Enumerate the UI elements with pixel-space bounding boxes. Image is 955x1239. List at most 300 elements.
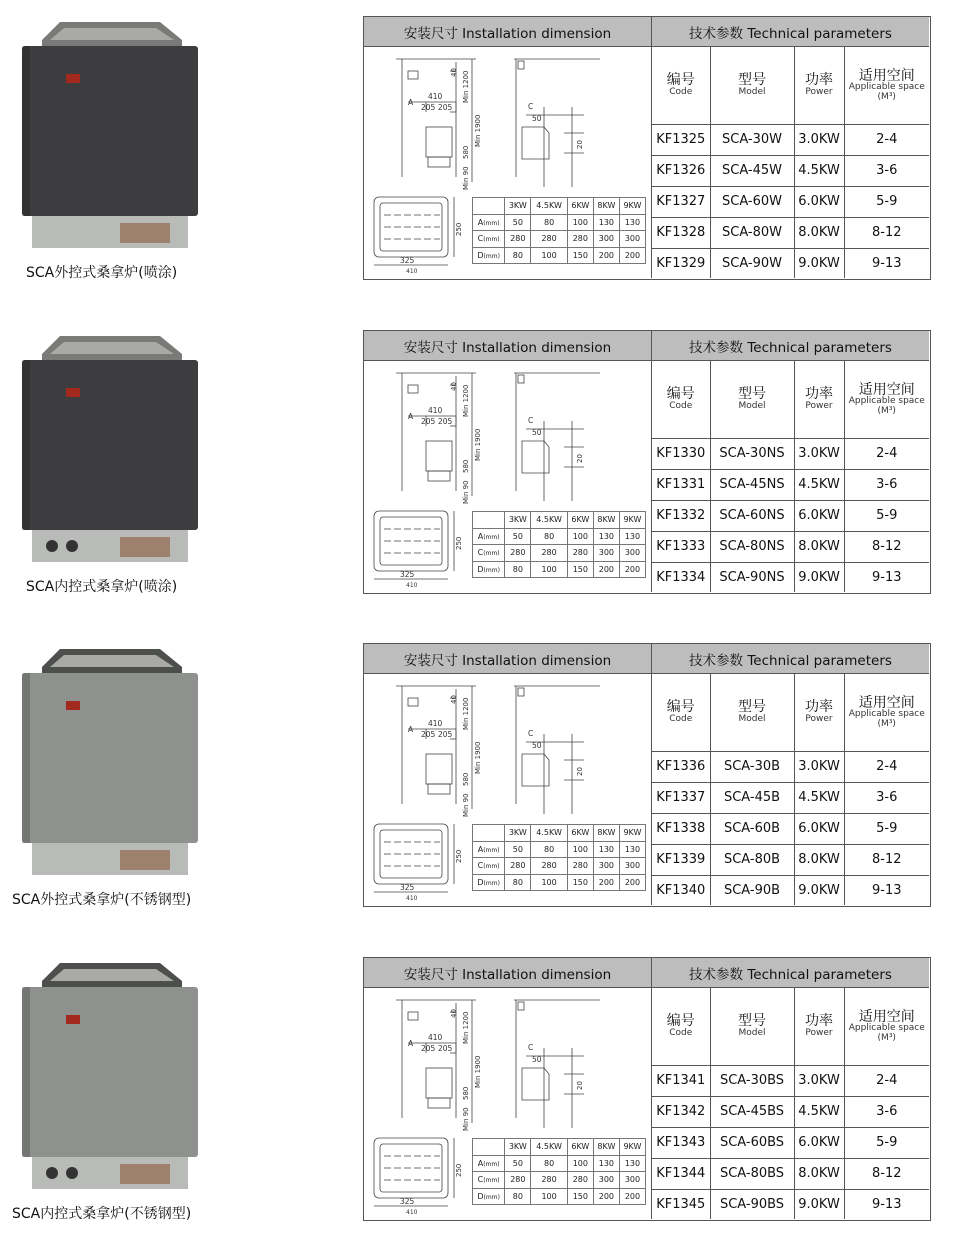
dimension-row-unit: (mm)	[483, 566, 500, 574]
code-en-label: Code	[669, 401, 693, 412]
code-cell: KF1330	[652, 438, 710, 469]
power-cell: 8.0KW	[794, 1158, 844, 1189]
mini-table-row	[473, 247, 646, 264]
spec-panel	[363, 643, 931, 907]
model-cell: SCA-90B	[710, 875, 794, 905]
mini-table-header-row	[473, 512, 646, 529]
label-depth: 250	[455, 1163, 463, 1177]
dimension-row-label: D	[477, 1191, 484, 1201]
label-min-ceiling: Min 1200	[462, 1011, 470, 1044]
model-cell: SCA-45B	[710, 782, 794, 813]
dimension-row-label: A	[477, 531, 484, 541]
dimension-row-unit: (mm)	[483, 1177, 500, 1185]
power-column-label: 4.5KW	[531, 1139, 568, 1156]
label-width-total: 410	[428, 1033, 443, 1042]
power-column-label: 9KW	[619, 198, 645, 215]
space-cell: 3-6	[844, 782, 929, 813]
label-body-height: 580	[462, 459, 470, 473]
space-cell: 8-12	[844, 1158, 929, 1189]
space-column-header	[844, 988, 929, 1065]
code-cell: KF1340	[652, 875, 710, 905]
code-en-label: Code	[669, 87, 693, 98]
heater-image	[10, 16, 210, 256]
mini-table-row	[473, 858, 646, 875]
label-c: C	[528, 102, 534, 111]
dimension-value-cell: 100	[531, 874, 568, 891]
power-column-label: 3KW	[505, 1139, 531, 1156]
model-cell: SCA-60NS	[710, 500, 794, 531]
mini-table-row	[473, 561, 646, 578]
power-cell: 9.0KW	[794, 1189, 844, 1219]
space-en-label: Applicable space	[848, 709, 925, 720]
dimension-value-cell: 100	[531, 1188, 568, 1205]
model-cell: SCA-60B	[710, 813, 794, 844]
dimension-value-cell: 300	[619, 1172, 645, 1189]
label-a: A	[408, 1039, 414, 1048]
dimension-value-cell: 280	[567, 858, 593, 875]
dimension-row-label: D	[477, 564, 484, 574]
code-zh-label: 编号	[666, 72, 695, 89]
power-column-label: 6KW	[567, 1139, 593, 1156]
code-cell: KF1329	[652, 248, 710, 278]
space-unit-label: (M³)	[877, 718, 896, 729]
dimension-value-cell: 280	[505, 1172, 531, 1189]
code-cell: KF1343	[652, 1127, 710, 1158]
parameter-row	[652, 1096, 929, 1127]
label-min-height: Min 1900	[474, 741, 482, 774]
label-min-height: Min 1900	[474, 428, 482, 461]
label-body-height: 580	[462, 145, 470, 159]
code-cell: KF1334	[652, 562, 710, 592]
model-cell: SCA-80BS	[710, 1158, 794, 1189]
parameter-row	[652, 1189, 929, 1219]
dimension-row-label: A	[477, 217, 484, 227]
code-cell: KF1333	[652, 531, 710, 562]
mini-table-row	[473, 1155, 646, 1172]
label-min-ceiling: Min 1200	[462, 384, 470, 417]
space-zh-label: 适用空间	[858, 381, 915, 398]
code-cell: KF1336	[652, 751, 710, 782]
model-cell: SCA-60BS	[710, 1127, 794, 1158]
space-cell: 2-4	[844, 124, 929, 155]
model-en-label: Model	[738, 401, 766, 412]
spec-panel	[363, 16, 931, 280]
space-en-label: Applicable space	[848, 1023, 925, 1034]
technical-parameters-header: 技术参数 Technical parameters	[652, 17, 929, 47]
label-top-gap: 40	[450, 695, 458, 704]
dimension-value-cell: 50	[505, 841, 531, 858]
dimension-value-cell: 100	[531, 247, 568, 264]
dimension-row-label: A	[477, 1158, 484, 1168]
installation-diagram	[364, 674, 652, 905]
code-cell: KF1338	[652, 813, 710, 844]
power-column-label: 9KW	[619, 512, 645, 529]
power-column-header	[794, 674, 844, 751]
code-cell: KF1331	[652, 469, 710, 500]
label-width-total: 410	[428, 406, 443, 415]
dimension-row-unit: (mm)	[483, 1160, 500, 1168]
parameter-row	[652, 438, 929, 469]
dimension-value-cell: 100	[567, 528, 593, 545]
power-column-label: 3KW	[505, 512, 531, 529]
power-zh-label: 功率	[805, 1013, 833, 1030]
label-width-total: 410	[428, 92, 443, 101]
power-cell: 6.0KW	[794, 500, 844, 531]
mini-table-header-row	[473, 825, 646, 842]
dimension-value-cell: 280	[531, 858, 568, 875]
mini-table-row	[473, 231, 646, 248]
dimension-row-label: C	[477, 1175, 484, 1185]
dimension-row-label: D	[477, 877, 484, 887]
model-cell: SCA-30W	[710, 124, 794, 155]
space-zh-label: 适用空间	[858, 694, 915, 711]
dimension-value-cell: 280	[531, 1172, 568, 1189]
model-cell: SCA-90NS	[710, 562, 794, 592]
mini-table-corner	[473, 825, 505, 842]
spec-panel	[363, 330, 931, 594]
dimension-value-cell: 80	[531, 1155, 568, 1172]
dimension-row-unit: (mm)	[483, 879, 500, 887]
installation-dimension-header: 安装尺寸 Installation dimension	[364, 17, 652, 47]
code-cell: KF1342	[652, 1096, 710, 1127]
technical-parameters-header: 技术参数 Technical parameters	[652, 331, 929, 361]
label-half-left: 205	[421, 103, 436, 112]
mini-table-row	[473, 1172, 646, 1189]
code-column-header	[652, 47, 710, 124]
power-column-label: 8KW	[593, 512, 619, 529]
power-cell: 9.0KW	[794, 562, 844, 592]
dimension-value-cell: 280	[505, 858, 531, 875]
parameter-row	[652, 562, 929, 592]
dimension-row-unit: (mm)	[483, 219, 500, 227]
label-c: C	[528, 1043, 534, 1052]
dimension-row-unit: (mm)	[483, 252, 500, 260]
parameter-row	[652, 248, 929, 278]
label-width-small: 410	[406, 895, 418, 902]
parameter-row	[652, 751, 929, 782]
technical-parameters-table	[652, 47, 929, 278]
label-width-bottom: 325	[400, 883, 415, 892]
label-half-right: 205	[438, 103, 453, 112]
mini-table-corner	[473, 512, 505, 529]
mini-table-corner	[473, 1139, 505, 1156]
dimension-value-cell: 130	[593, 528, 619, 545]
dimension-value-cell: 300	[619, 545, 645, 562]
label-depth: 250	[455, 536, 463, 550]
power-cell: 6.0KW	[794, 813, 844, 844]
dimension-value-cell: 200	[593, 247, 619, 264]
parameter-header-row	[652, 674, 929, 751]
power-column-label: 6KW	[567, 825, 593, 842]
parameter-row	[652, 875, 929, 905]
dimension-row-unit: (mm)	[483, 1193, 500, 1201]
model-zh-label: 型号	[738, 72, 766, 89]
power-column-label: 4.5KW	[531, 198, 568, 215]
dimension-value-cell: 80	[505, 561, 531, 578]
parameter-row	[652, 500, 929, 531]
power-column-label: 3KW	[505, 825, 531, 842]
power-cell: 3.0KW	[794, 1065, 844, 1096]
label-min-ceiling: Min 1200	[462, 70, 470, 103]
space-cell: 3-6	[844, 469, 929, 500]
dimension-value-cell: 100	[567, 841, 593, 858]
dimension-row-unit: (mm)	[483, 550, 500, 558]
power-zh-label: 功率	[805, 699, 833, 716]
power-dimension-table	[472, 197, 646, 264]
label-width-small: 410	[406, 582, 418, 589]
label-min-height: Min 1900	[474, 1055, 482, 1088]
dimension-value-cell: 150	[567, 561, 593, 578]
model-cell: SCA-80B	[710, 844, 794, 875]
power-cell: 8.0KW	[794, 844, 844, 875]
space-unit-label: (M³)	[877, 405, 896, 416]
label-half-left: 205	[421, 417, 436, 426]
label-gap-20: 20	[576, 140, 584, 149]
space-cell: 2-4	[844, 1065, 929, 1096]
power-column-label: 6KW	[567, 512, 593, 529]
power-cell: 8.0KW	[794, 217, 844, 248]
model-en-label: Model	[738, 714, 766, 725]
space-cell: 8-12	[844, 844, 929, 875]
installation-diagram	[364, 47, 652, 278]
dimension-value-cell: 130	[619, 528, 645, 545]
mini-table-row	[473, 528, 646, 545]
power-dimension-table	[472, 511, 646, 578]
model-cell: SCA-60W	[710, 186, 794, 217]
space-cell: 8-12	[844, 531, 929, 562]
label-half-left: 205	[421, 1044, 436, 1053]
dimension-row-label: C	[477, 234, 484, 244]
space-cell: 5-9	[844, 813, 929, 844]
installation-dimension-header: 安装尺寸 Installation dimension	[364, 331, 652, 361]
dimension-value-cell: 300	[619, 231, 645, 248]
heater-image	[10, 643, 210, 883]
heater-image	[10, 957, 210, 1197]
label-gap-50: 50	[532, 741, 542, 750]
model-zh-label: 型号	[738, 1013, 766, 1030]
space-cell: 9-13	[844, 248, 929, 278]
space-column-header	[844, 47, 929, 124]
parameter-row	[652, 531, 929, 562]
power-dimension-table	[472, 1138, 646, 1205]
heater-caption: SCA外控式桑拿炉(不锈钢型)	[12, 892, 192, 908]
heater-caption: SCA内控式桑拿炉(喷涂)	[26, 579, 178, 595]
label-min-floor: Min 90	[462, 793, 470, 817]
dimension-value-cell: 130	[619, 1155, 645, 1172]
dimension-value-cell: 50	[505, 214, 531, 231]
dimension-value-cell: 200	[593, 1188, 619, 1205]
label-a: A	[408, 725, 414, 734]
dimension-value-cell: 80	[505, 247, 531, 264]
model-column-header	[710, 47, 794, 124]
code-column-header	[652, 361, 710, 438]
dimension-value-cell: 280	[505, 231, 531, 248]
parameter-row	[652, 469, 929, 500]
technical-parameters-table	[652, 674, 929, 905]
heater-caption: SCA内控式桑拿炉(不锈钢型)	[12, 1206, 192, 1222]
label-top-gap: 40	[450, 1009, 458, 1018]
dimension-value-cell: 100	[567, 1155, 593, 1172]
space-unit-label: (M³)	[877, 91, 896, 102]
parameter-row	[652, 1127, 929, 1158]
label-width-bottom: 325	[400, 570, 415, 579]
label-half-right: 205	[438, 730, 453, 739]
model-cell: SCA-30NS	[710, 438, 794, 469]
power-cell: 6.0KW	[794, 1127, 844, 1158]
dimension-value-cell: 300	[593, 1172, 619, 1189]
dimension-value-cell: 300	[619, 858, 645, 875]
dimension-value-cell: 280	[567, 231, 593, 248]
technical-parameters-table	[652, 361, 929, 592]
parameter-header-row	[652, 988, 929, 1065]
power-en-label: Power	[805, 714, 833, 725]
power-cell: 9.0KW	[794, 875, 844, 905]
installation-diagram	[364, 361, 652, 592]
parameter-row	[652, 124, 929, 155]
label-body-height: 580	[462, 772, 470, 786]
spec-panel	[363, 957, 931, 1221]
model-column-header	[710, 674, 794, 751]
power-cell: 9.0KW	[794, 248, 844, 278]
label-half-right: 205	[438, 417, 453, 426]
code-zh-label: 编号	[666, 699, 695, 716]
power-en-label: Power	[805, 87, 833, 98]
code-cell: KF1326	[652, 155, 710, 186]
power-en-label: Power	[805, 401, 833, 412]
dimension-value-cell: 80	[531, 841, 568, 858]
power-cell: 3.0KW	[794, 751, 844, 782]
code-cell: KF1327	[652, 186, 710, 217]
dimension-value-cell: 130	[619, 214, 645, 231]
label-width-small: 410	[406, 268, 418, 275]
model-en-label: Model	[738, 1028, 766, 1039]
space-cell: 3-6	[844, 155, 929, 186]
mini-table-corner	[473, 198, 505, 215]
power-column-label: 4.5KW	[531, 512, 568, 529]
label-min-height: Min 1900	[474, 114, 482, 147]
space-cell: 2-4	[844, 438, 929, 469]
power-column-label: 3KW	[505, 198, 531, 215]
parameter-row	[652, 217, 929, 248]
label-gap-20: 20	[576, 454, 584, 463]
dimension-value-cell: 280	[505, 545, 531, 562]
power-column-label: 9KW	[619, 1139, 645, 1156]
label-a: A	[408, 98, 414, 107]
parameter-row	[652, 186, 929, 217]
dimension-value-cell: 80	[505, 1188, 531, 1205]
product-section	[0, 330, 955, 630]
dimension-row-unit: (mm)	[483, 236, 500, 244]
power-cell: 4.5KW	[794, 1096, 844, 1127]
installation-dimension-header: 安装尺寸 Installation dimension	[364, 644, 652, 674]
dimension-value-cell: 150	[567, 247, 593, 264]
product-section	[0, 16, 955, 316]
label-gap-20: 20	[576, 767, 584, 776]
power-zh-label: 功率	[805, 72, 833, 89]
space-column-header	[844, 674, 929, 751]
technical-parameters-header: 技术参数 Technical parameters	[652, 958, 929, 988]
parameter-row	[652, 1065, 929, 1096]
power-en-label: Power	[805, 1028, 833, 1039]
model-zh-label: 型号	[738, 699, 766, 716]
label-half-left: 205	[421, 730, 436, 739]
dimension-value-cell: 150	[567, 1188, 593, 1205]
power-cell: 6.0KW	[794, 186, 844, 217]
dimension-value-cell: 80	[505, 874, 531, 891]
parameter-row	[652, 844, 929, 875]
model-cell: SCA-30BS	[710, 1065, 794, 1096]
label-width-bottom: 325	[400, 256, 415, 265]
model-cell: SCA-45W	[710, 155, 794, 186]
dimension-value-cell: 150	[567, 874, 593, 891]
dimension-value-cell: 280	[531, 231, 568, 248]
code-cell: KF1344	[652, 1158, 710, 1189]
power-cell: 4.5KW	[794, 782, 844, 813]
mini-table-row	[473, 1188, 646, 1205]
dimension-value-cell: 50	[505, 528, 531, 545]
code-cell: KF1337	[652, 782, 710, 813]
label-c: C	[528, 729, 534, 738]
label-gap-50: 50	[532, 114, 542, 123]
parameter-header-row	[652, 47, 929, 124]
dimension-value-cell: 200	[619, 561, 645, 578]
label-a: A	[408, 412, 414, 421]
installation-dimension-header: 安装尺寸 Installation dimension	[364, 958, 652, 988]
parameter-row	[652, 782, 929, 813]
dimension-value-cell: 80	[531, 214, 568, 231]
space-cell: 3-6	[844, 1096, 929, 1127]
model-zh-label: 型号	[738, 386, 766, 403]
dimension-value-cell: 130	[619, 841, 645, 858]
mini-table-row	[473, 841, 646, 858]
label-min-ceiling: Min 1200	[462, 697, 470, 730]
power-column-header	[794, 988, 844, 1065]
dimension-row-label: C	[477, 861, 484, 871]
label-min-floor: Min 90	[462, 480, 470, 504]
technical-parameters-table	[652, 988, 929, 1219]
product-section	[0, 643, 955, 943]
dimension-row-label: A	[477, 844, 484, 854]
product-section	[0, 957, 955, 1239]
dimension-value-cell: 100	[531, 561, 568, 578]
code-cell: KF1328	[652, 217, 710, 248]
power-cell: 4.5KW	[794, 155, 844, 186]
space-unit-label: (M³)	[877, 1032, 896, 1043]
power-column-header	[794, 361, 844, 438]
mini-table-row	[473, 214, 646, 231]
power-column-label: 8KW	[593, 825, 619, 842]
code-cell: KF1341	[652, 1065, 710, 1096]
model-cell: SCA-90BS	[710, 1189, 794, 1219]
code-cell: KF1332	[652, 500, 710, 531]
dimension-value-cell: 300	[593, 231, 619, 248]
dimension-row-unit: (mm)	[483, 533, 500, 541]
space-cell: 9-13	[844, 875, 929, 905]
label-top-gap: 40	[450, 382, 458, 391]
space-en-label: Applicable space	[848, 396, 925, 407]
space-cell: 9-13	[844, 562, 929, 592]
dimension-value-cell: 130	[593, 214, 619, 231]
power-column-label: 9KW	[619, 825, 645, 842]
dimension-row-unit: (mm)	[483, 863, 500, 871]
label-width-bottom: 325	[400, 1197, 415, 1206]
label-half-right: 205	[438, 1044, 453, 1053]
space-cell: 5-9	[844, 186, 929, 217]
label-min-floor: Min 90	[462, 166, 470, 190]
dimension-row-label: C	[477, 548, 484, 558]
space-column-header	[844, 361, 929, 438]
code-zh-label: 编号	[666, 1013, 695, 1030]
